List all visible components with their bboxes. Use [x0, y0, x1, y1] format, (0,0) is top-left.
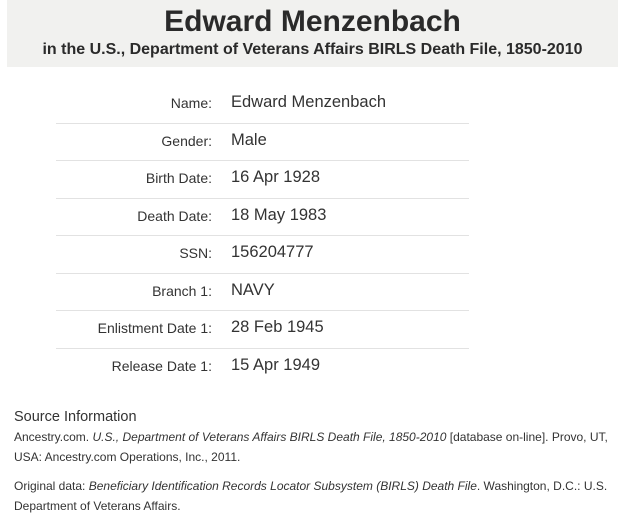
record-row-birth-date: [56, 161, 469, 199]
field-value: 16 Apr 1928: [231, 168, 320, 186]
original-data: [14, 476, 614, 516]
person-name-title: Edward Menzenbach: [164, 5, 461, 38]
field-label: Release Date 1:: [111, 357, 212, 374]
field-label: Death Date:: [137, 207, 212, 224]
field-label: Enlistment Date 1:: [97, 320, 212, 336]
record-table: [56, 86, 469, 385]
field-label: Gender:: [161, 132, 212, 149]
field-value: Edward Menzenbach: [231, 93, 387, 111]
field-value: 18 May 1983: [231, 205, 327, 224]
record-row-enlistment-date: [56, 311, 469, 349]
field-label: Branch 1:: [152, 282, 212, 299]
field-label: Name:: [170, 95, 212, 111]
record-row-name: [56, 86, 469, 124]
field-label: Birth Date:: [145, 170, 212, 186]
field-value: 15 Apr 1949: [231, 355, 320, 374]
original-title: Beneficiary Identification Records Locator Subsystem (BIRLS) Death File: [88, 479, 477, 493]
record-row-gender: [56, 124, 469, 162]
citation-suffix: [database on-line]. Provo, UT, USA: Ancestry.com Operations, Inc., 2011.: [14, 430, 608, 464]
source-citation: [14, 427, 614, 467]
source-heading: Source Information: [14, 409, 137, 425]
record-row-branch: [56, 274, 469, 312]
field-label: SSN:: [179, 245, 212, 261]
field-value: NAVY: [231, 280, 275, 299]
source-information: [14, 407, 614, 516]
record-row-ssn: [56, 236, 469, 274]
record-row-release-date: [56, 349, 469, 386]
field-value: 28 Feb 1945: [231, 318, 324, 336]
original-prefix: Original data:: [14, 479, 89, 493]
field-value: 156204777: [231, 243, 314, 261]
field-value: Male: [231, 130, 267, 149]
record-header: [7, 0, 618, 67]
original-suffix: . Washington, D.C.: U.S. Department of Veterans Affairs.: [14, 479, 608, 513]
citation-title: U.S., Department of Veterans Affairs BIRLS Death File, 1850-2010: [92, 430, 447, 444]
citation-prefix: Ancestry.com.: [14, 430, 93, 444]
collection-subtitle: in the U.S., Department of Veterans Affairs BIRLS Death File, 1850-2010: [42, 41, 583, 58]
record-row-death-date: [56, 199, 469, 237]
